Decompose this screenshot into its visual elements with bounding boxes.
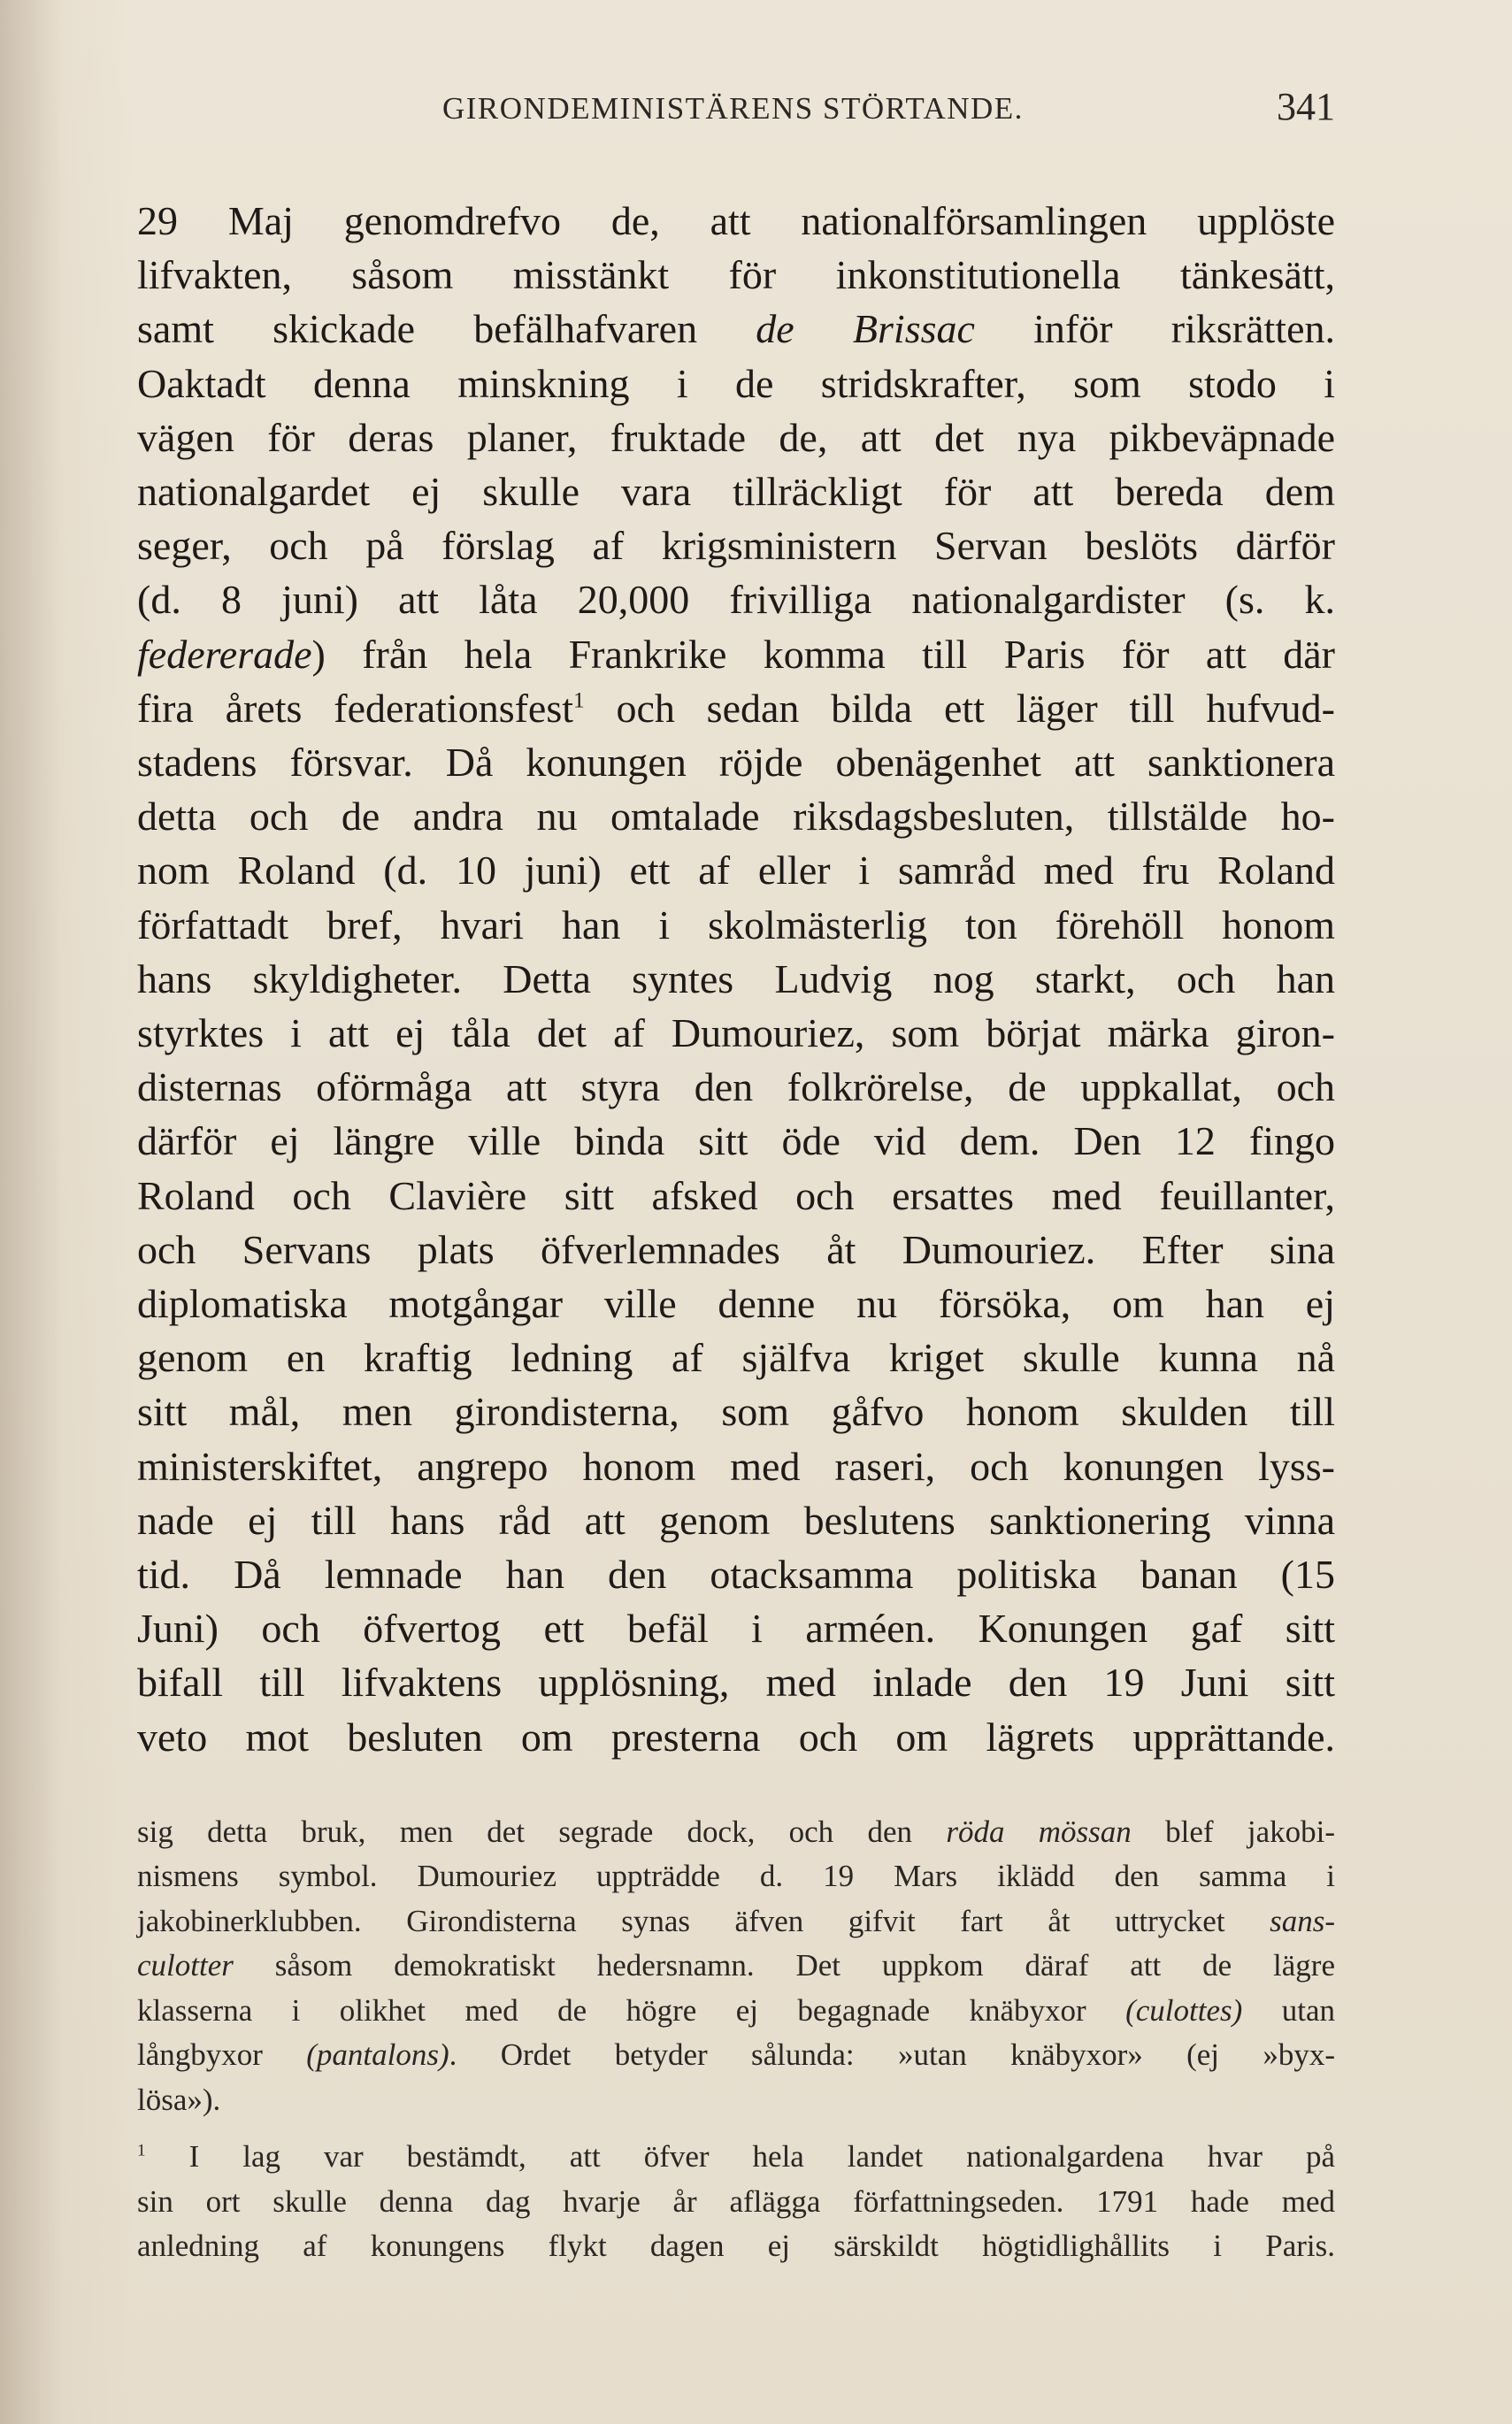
body-line: diplomatiska motgångar ville denne nu försöka, om han ej xyxy=(137,1281,1335,1327)
body-line: nade ej till hans råd att genom beslutens sanktionering vinna xyxy=(137,1497,1335,1543)
footnote-line: anledning af konungens flykt dagen ej särskildt högtidlighållits i Paris. xyxy=(137,2228,1335,2264)
body-line: disternas oförmåga att styra den folkrörelse, de uppkallat, och xyxy=(137,1064,1335,1110)
body-line: 29 Maj genomdrefvo de, att nationalförsamlingen upplöste xyxy=(137,198,1335,243)
footnote-line: culotter såsom demokratiskt hedersnamn. Det uppkom däraf att de lägre xyxy=(137,1948,1335,1983)
body-line: hans skyldigheter. Detta syntes Ludvig nog starkt, och han xyxy=(137,955,1335,1001)
footnotes xyxy=(137,1810,1335,2269)
body-line: Roland och Clavière sitt afsked och ersattes med feuillanter, xyxy=(137,1172,1335,1218)
footnote-line: sin ort skulle denna dag hvarje år aflägga författningseden. 1791 hade med xyxy=(137,2183,1335,2219)
body-line: därför ej längre ville binda sitt öde vid dem. Den 12 fingo xyxy=(137,1118,1335,1164)
body-line: bifall till lifvaktens upplösning, med inlade den 19 Juni sitt xyxy=(137,1660,1335,1706)
body-line: Oaktadt denna minskning i de stridskrafter, som stodo i xyxy=(137,360,1335,406)
footnote-line: sig detta bruk, men det segrade dock, och den röda mössan blef jakobi- xyxy=(137,1814,1335,1849)
body-line: lifvakten, såsom misstänkt för inkonstitutionella tänkesätt, xyxy=(137,252,1335,298)
body-line: stadens försvar. Då konungen röjde obenägenhet att sanktionera xyxy=(137,740,1335,786)
footnote-line: långbyxor (pantalons). Ordet betyder sålunda: »utan knäbyxor» (ej »byx- xyxy=(137,2037,1335,2073)
footnote-line: klasserna i olikhet med de högre ej begagnade knäbyxor (culottes) utan xyxy=(137,1992,1335,2028)
body-line: nom Roland (d. 10 juni) ett af eller i samråd med fru Roland xyxy=(137,848,1335,894)
body-line: genom en kraftig ledning af själfva kriget skulle kunna nå xyxy=(137,1335,1335,1381)
body-line: (d. 8 juni) att låta 20,000 frivilliga nationalgardister (s. k. xyxy=(137,577,1335,623)
body-line: ministerskiftet, angrepo honom med raseri, och konungen lyss- xyxy=(137,1443,1335,1489)
footnote-line: $^1$ I lag var bestämdt, att öfver hela landet nationalgardena hvar på xyxy=(137,2139,1335,2175)
body-line: författadt bref, hvari han i skolmästerlig ton förehöll honom xyxy=(137,901,1335,947)
body-line: federerade) från hela Frankrike komma till Paris för att där xyxy=(137,631,1335,677)
main-body-text xyxy=(137,194,1335,1764)
footnote-line: jakobinerklubben. Girondisterna synas äfven gifvit fart åt uttrycket sans- xyxy=(137,1903,1335,1938)
footnote-line: lösa»). xyxy=(137,2082,221,2117)
body-line: sitt mål, men girondisterna, som gåfvo honom skulden till xyxy=(137,1389,1335,1435)
body-line: Juni) och öfvertog ett befäl i arméen. Konungen gaf sitt xyxy=(137,1606,1335,1652)
body-line: veto mot besluten om presterna och om lägrets upprättande. xyxy=(137,1714,1335,1760)
footnote-continued xyxy=(137,1810,1335,2123)
body-line: seger, och på förslag af krigsministern Servan beslöts därför xyxy=(137,523,1335,569)
body-line: samt skickade befälhafvaren de Brissac inför riksrätten. xyxy=(137,306,1335,352)
page-number: 341 xyxy=(1277,85,1335,128)
running-header-title: GIRONDEMINISTÄRENS STÖRTANDE. xyxy=(442,91,1024,126)
footnote-line: nismens symbol. Dumouriez uppträdde d. 19 Mars iklädd den samma i xyxy=(137,1859,1335,1894)
footnote-1 xyxy=(137,2135,1335,2269)
running-header xyxy=(137,84,1335,137)
body-line: tid. Då lemnade han den otacksamma politiska banan (15 xyxy=(137,1552,1335,1598)
body-line: nationalgardet ej skulle vara tillräckligt för att bereda dem xyxy=(137,469,1335,515)
body-line: detta och de andra nu omtalade riksdagsbesluten, tillstälde ho- xyxy=(137,794,1335,840)
body-line: vägen för deras planer, fruktade de, att det nya pikbeväpnade xyxy=(137,414,1335,460)
body-line: och Servans plats öfverlemnades åt Dumouriez. Efter sina xyxy=(137,1226,1335,1272)
body-line: fira årets federationsfest$^1$ och sedan bilda ett läger till hufvud- xyxy=(137,685,1335,731)
body-line: styrktes i att ej tåla det af Dumouriez, som börjat märka giron- xyxy=(137,1010,1335,1056)
